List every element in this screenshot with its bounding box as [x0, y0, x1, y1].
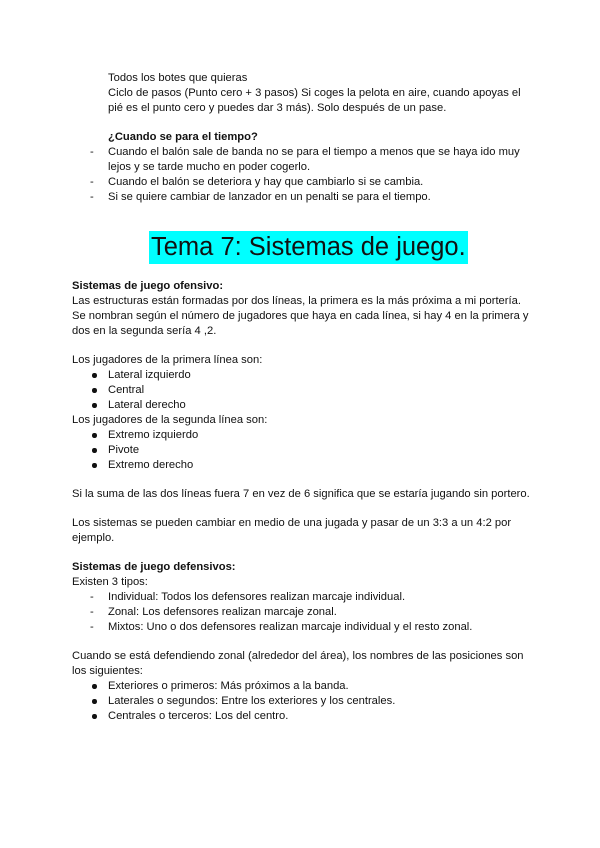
dash-marker: -: [90, 621, 94, 633]
primera-item-3: Lateral derecho: [108, 399, 186, 411]
bullet-dot: [92, 433, 97, 438]
bullet-dot: [92, 714, 97, 719]
bullet-dot: [92, 403, 97, 408]
top-line-1: Todos los botes que quieras: [108, 72, 248, 84]
segunda-item-1: Extremo izquierdo: [108, 429, 199, 441]
suma-text: Si la suma de las dos líneas fuera 7 en vez de 6 significa que se estaría jugando sin portero.: [72, 488, 530, 500]
cambio-line-1: Los sistemas se pueden cambiar en medio de una jugada y pasar de un 3:3 a un 4:2 por: [72, 517, 512, 529]
posicion-item-2: Laterales o segundos: Entre los exteriores y los centrales.: [108, 695, 396, 707]
primera-item-1: Lateral izquierdo: [108, 369, 191, 381]
posicion-item-3: Centrales o terceros: Los del centro.: [108, 710, 289, 722]
segunda-item-3: Extremo derecho: [108, 459, 194, 471]
ofensivo-p1-line-3: dos en la segunda sería 4 ,2.: [72, 325, 217, 337]
ofensivo-p1-line-1: Las estructuras están formadas por dos líneas, la primera es la más próxima a mi portería.: [72, 295, 521, 307]
segunda-item-2: Pivote: [108, 444, 140, 456]
top-line-3: pié es el punto cero y puedes dar 3 más). Solo después de un pase.: [108, 102, 447, 114]
primera-linea-intro: Los jugadores de la primera línea son:: [72, 354, 263, 366]
bullet-dot: [92, 684, 97, 689]
bullet-dot: [92, 388, 97, 393]
bullet-dot: [92, 463, 97, 468]
zonal-line-2: los siguientes:: [72, 665, 143, 677]
bullet-dot: [92, 373, 97, 378]
tiempo-item-2: Cuando el balón se deteriora y hay que cambiarlo si se cambia.: [108, 176, 424, 188]
title-highlight: [149, 231, 468, 264]
defensivo-intro: Existen 3 tipos:: [72, 576, 148, 588]
tiempo-item-3: Si se quiere cambiar de lanzador en un penalti se para el tiempo.: [108, 191, 431, 203]
defensivo-item-2: Zonal: Los defensores realizan marcaje zonal.: [108, 606, 337, 618]
ofensivo-heading: Sistemas de juego ofensivo:: [72, 280, 224, 292]
tiempo-item-1-line-1: Cuando el balón sale de banda no se para el tiempo a menos que se haya ido muy: [108, 146, 520, 158]
segunda-linea-intro: Los jugadores de la segunda línea son:: [72, 414, 268, 426]
defensivo-item-3: Mixtos: Uno o dos defensores realizan marcaje individual y el resto zonal.: [108, 621, 473, 633]
bullet-dot: [92, 448, 97, 453]
ofensivo-p1-line-2: Se nombran según el número de jugadores que haya en cada línea, si hay 4 en la primera y: [72, 310, 529, 322]
tiempo-item-1-line-2: lejos y se tarde mucho en poder cogerlo.: [108, 161, 311, 173]
primera-item-2: Central: [108, 384, 145, 396]
dash-marker: -: [90, 591, 94, 603]
defensivo-item-1: Individual: Todos los defensores realizan marcaje individual.: [108, 591, 406, 603]
dash-marker: -: [90, 176, 94, 188]
dash-marker: -: [90, 191, 94, 203]
top-line-2: Ciclo de pasos (Punto cero + 3 pasos) Si coges la pelota en aire, cuando apoyas el: [108, 87, 521, 99]
bullet-dot: [92, 699, 97, 704]
defensivo-heading: Sistemas de juego defensivos:: [72, 561, 236, 573]
cambio-line-2: ejemplo.: [72, 532, 115, 544]
page-title: Tema 7: Sistemas de juego.: [151, 233, 466, 261]
zonal-line-1: Cuando se está defendiendo zonal (alrededor del área), los nombres de las posiciones son: [72, 650, 524, 662]
dash-marker: -: [90, 606, 94, 618]
posicion-item-1: Exteriores o primeros: Más próximos a la banda.: [108, 680, 349, 692]
tiempo-heading: ¿Cuando se para el tiempo?: [108, 131, 258, 143]
dash-marker: -: [90, 146, 94, 158]
